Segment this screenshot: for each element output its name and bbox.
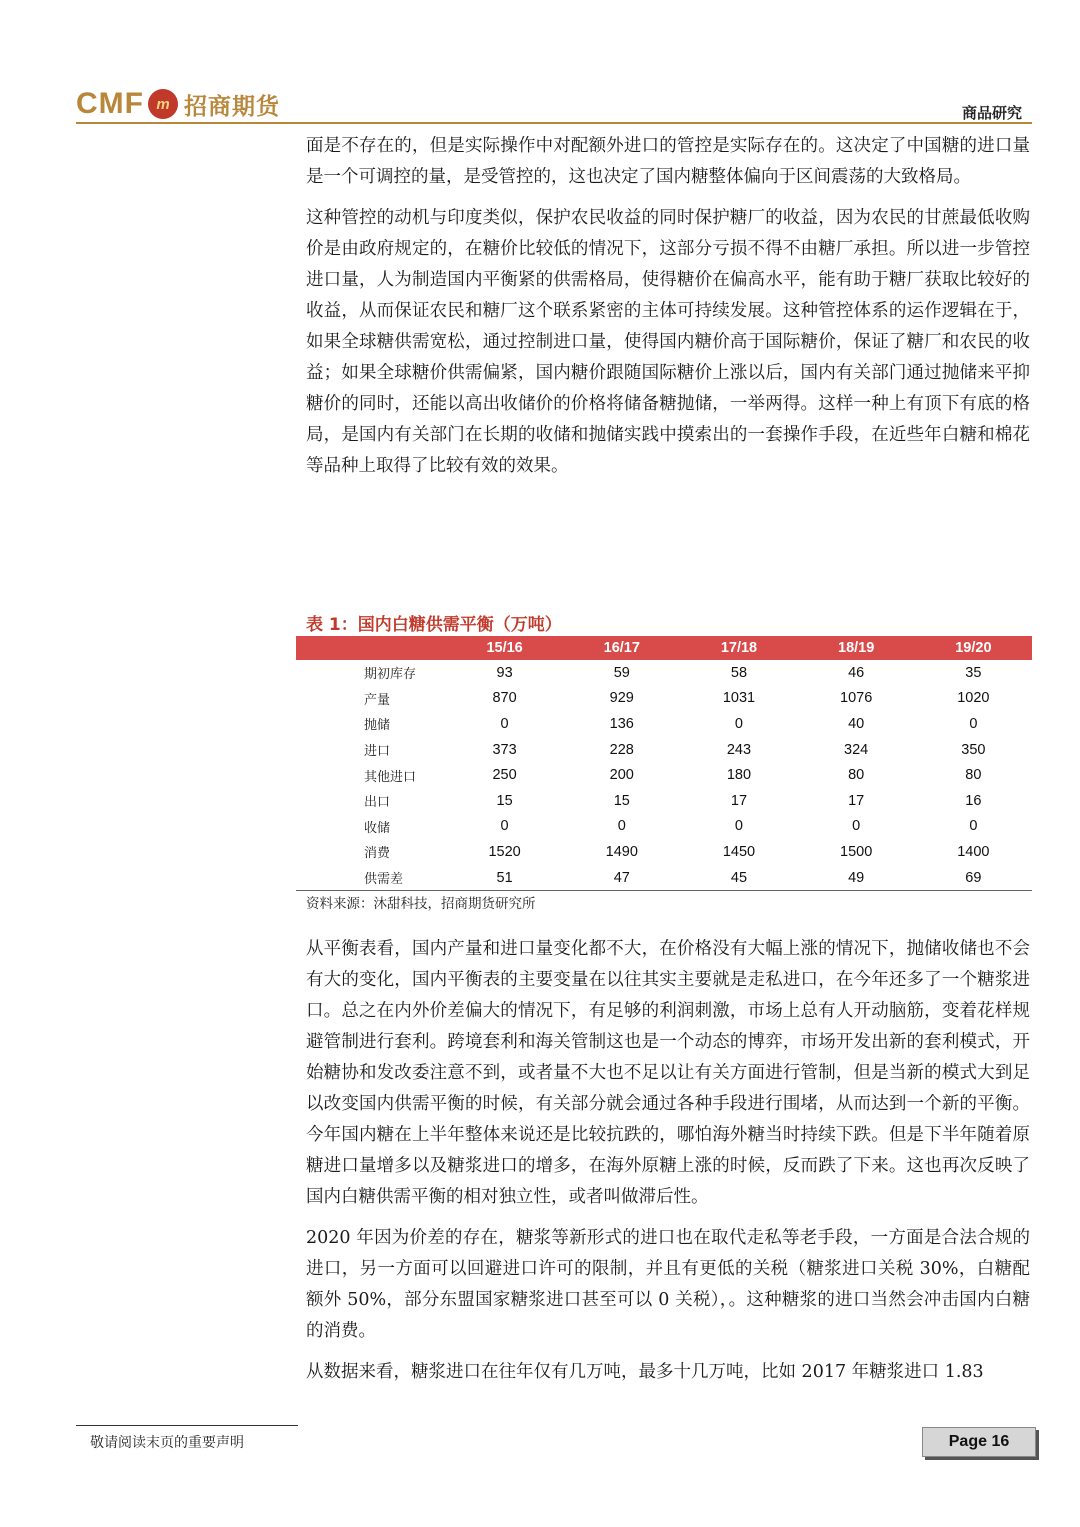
table-cell: 1020 — [957, 690, 990, 707]
table-row — [296, 737, 1032, 763]
table-cell: 0 — [969, 818, 978, 835]
table-cell: 1031 — [722, 690, 756, 707]
paragraph: 2020 年因为价差的存在，糖浆等新形式的进口也在取代走私等老手段，一方面是合法合规的进口，另一方面可以回避进口许可的限制，并且有更低的关税（糖浆进口关税 30%，白糖配额外 50%，部分东盟国家糖浆进口甚至可以 0 关税），。这种糖浆的进口当然会冲击国内白糖的消费。 — [306, 1228, 1030, 1341]
logo-mark-letter: m — [156, 95, 170, 113]
table-cell: 0 — [617, 818, 626, 835]
table-cell: 1490 — [605, 843, 638, 860]
table-cell: 80 — [965, 767, 982, 784]
table-cell: 136 — [609, 715, 634, 732]
logo-en: CMF — [76, 87, 144, 120]
table-cell: 870 — [492, 690, 517, 707]
table-cell: 1076 — [840, 690, 873, 707]
row-label: 期初库存 — [364, 667, 417, 683]
table-cell: 58 — [730, 664, 748, 681]
table-cell: 1520 — [488, 843, 521, 860]
table-cell: 250 — [492, 767, 517, 784]
table-row — [296, 814, 1032, 840]
table-row — [296, 660, 1032, 686]
body-text-bottom — [306, 934, 1030, 1388]
table-cell: 0 — [734, 818, 743, 835]
table-cell: 80 — [848, 767, 865, 784]
table-header-cell: 19/20 — [915, 636, 1032, 660]
table-cell: 16 — [965, 792, 982, 809]
table-cell: 1400 — [957, 843, 990, 860]
table-row — [296, 788, 1032, 814]
row-label: 产量 — [364, 692, 391, 708]
table-header-cell: 18/19 — [798, 636, 915, 660]
table-cell: 0 — [500, 818, 509, 835]
table-cell: 35 — [965, 664, 982, 681]
table-cell: 0 — [500, 715, 509, 732]
paragraph: 从数据来看，糖浆进口在往年仅有几万吨，最多十几万吨，比如 2017 年糖浆进口 1.83 — [306, 1362, 984, 1382]
section-name: 商品研究 — [961, 104, 1022, 122]
body-text-top — [306, 131, 1030, 482]
logo-mark-icon — [148, 89, 178, 119]
table-cell: 45 — [680, 865, 797, 891]
table-cell: 15 — [496, 792, 513, 809]
table-cell: 51 — [446, 865, 563, 891]
row-label: 供需差 — [296, 865, 446, 891]
table-cell: 69 — [915, 865, 1032, 891]
table-cell: 0 — [852, 818, 861, 835]
table-cell: 1500 — [840, 843, 873, 860]
page-header — [76, 84, 1032, 124]
header-divider — [76, 122, 1032, 124]
table-row — [296, 865, 1032, 891]
supply-demand-table — [296, 636, 1032, 891]
footer-divider — [76, 1425, 298, 1426]
row-label: 其他进口 — [364, 769, 417, 785]
table-cell: 373 — [492, 741, 517, 758]
table-cell: 324 — [844, 741, 869, 758]
table-cell: 17 — [848, 792, 865, 809]
paragraph: 面是不存在的，但是实际操作中对配额外进口的管控是实际存在的。这决定了中国糖的进口量是一个可调控的量，是受管控的，这也决定了国内糖整体偏向于区间震荡的大致格局。 — [306, 136, 1030, 187]
table-cell: 47 — [563, 865, 680, 891]
table-cell: 243 — [726, 741, 752, 758]
company-logo — [76, 86, 280, 122]
table-cell: 15 — [613, 792, 630, 809]
table-header-row — [296, 636, 1032, 660]
table-header-cell: 16/17 — [563, 636, 680, 660]
page-number: Page 16 — [922, 1427, 1036, 1457]
table-row — [296, 686, 1032, 712]
table-cell: 228 — [609, 741, 634, 758]
table-cell: 200 — [609, 767, 634, 784]
table-cell: 180 — [726, 767, 752, 784]
row-label: 出口 — [364, 795, 391, 811]
logo-cn: 招商期货 — [183, 93, 280, 120]
table-cell: 40 — [848, 715, 865, 732]
row-label: 收储 — [364, 820, 391, 836]
table-row — [296, 762, 1032, 788]
table-row — [296, 839, 1032, 865]
table-source: 资料来源：沐甜科技，招商期货研究所 — [306, 896, 536, 912]
row-label: 进口 — [364, 744, 391, 760]
table-title: 表 1：国内白糖供需平衡（万吨） — [306, 615, 562, 635]
table-header-cell: 17/18 — [680, 636, 797, 660]
disclaimer-note: 敬请阅读末页的重要声明 — [90, 1435, 244, 1451]
table-cell: 929 — [609, 690, 634, 707]
table-cell: 46 — [848, 664, 865, 681]
table-cell: 93 — [496, 664, 513, 681]
table-cell: 49 — [798, 865, 915, 891]
row-label: 抛储 — [364, 718, 391, 734]
table-header-cell: 15/16 — [446, 636, 563, 660]
table-cell: 1450 — [722, 843, 756, 860]
paragraph: 这种管控的动机与印度类似，保护农民收益的同时保护糖厂的收益，因为农民的甘蔗最低收购价是由政府规定的，在糖价比较低的情况下，这部分亏损不得不由糖厂承担。所以进一步管控进口量，人为制造国内平衡紧的供需格局，使得糖价在偏高水平，能有助于糖厂获取比较好的收益，从而保证农民和糖厂这个联系紧密的主体可持续发展。这种管控体系的运作逻辑在于，如果全球糖供需宽松，通过控制进口量，使得国内糖价高于国际糖价，保证了糖厂和农民的收益；如果全球糖价供需偏紧，国内糖价跟随国际糖价上涨以后，国内有关部门通过抛储来平抑糖价的同时，还能以高出收储价的价格将储备糖抛储，一举两得。这样一种上有顶下有底的格局，是国内有关部门在长期的收储和抛储实践中摸索出的一套操作手段，在近些年白糖和棉花等品种上取得了比较有效的效果。 — [306, 208, 1030, 476]
table-cell: 350 — [961, 741, 986, 758]
table-header-cell — [296, 636, 446, 660]
paragraph: 从平衡表看，国内产量和进口量变化都不大，在价格没有大幅上涨的情况下，抛储收储也不会有大的变化，国内平衡表的主要变量在以往其实主要就是走私进口，在今年还多了一个糖浆进口。总之在内外价差偏大的情况下，有足够的利润刺激，市场上总有人开动脑筋，变着花样规避管制进行套利。跨境套利和海关管制这也是一个动态的博弈，市场开发出新的套利模式，开始糖协和发改委注意不到，或者量不大也不足以让有关方面进行管制，但是当新的模式大到足以改变国内供需平衡的时候，有关部分就会通过各种手段进行围堵，从而达到一个新的平衡。今年国内糖在上半年整体来说还是比较抗跌的，哪怕海外糖当时持续下跌。但是下半年随着原糖进口量增多以及糖浆进口的增多，在海外原糖上涨的时候，反而跌了下来。这也再次反映了国内白糖供需平衡的相对独立性，或者叫做滞后性。 — [306, 939, 1030, 1207]
table-cell: 59 — [613, 664, 630, 681]
table-cell: 17 — [730, 792, 748, 809]
table-cell: 0 — [734, 715, 743, 732]
table-row — [296, 711, 1032, 737]
row-label: 消费 — [364, 846, 391, 862]
table-cell: 0 — [969, 715, 978, 732]
